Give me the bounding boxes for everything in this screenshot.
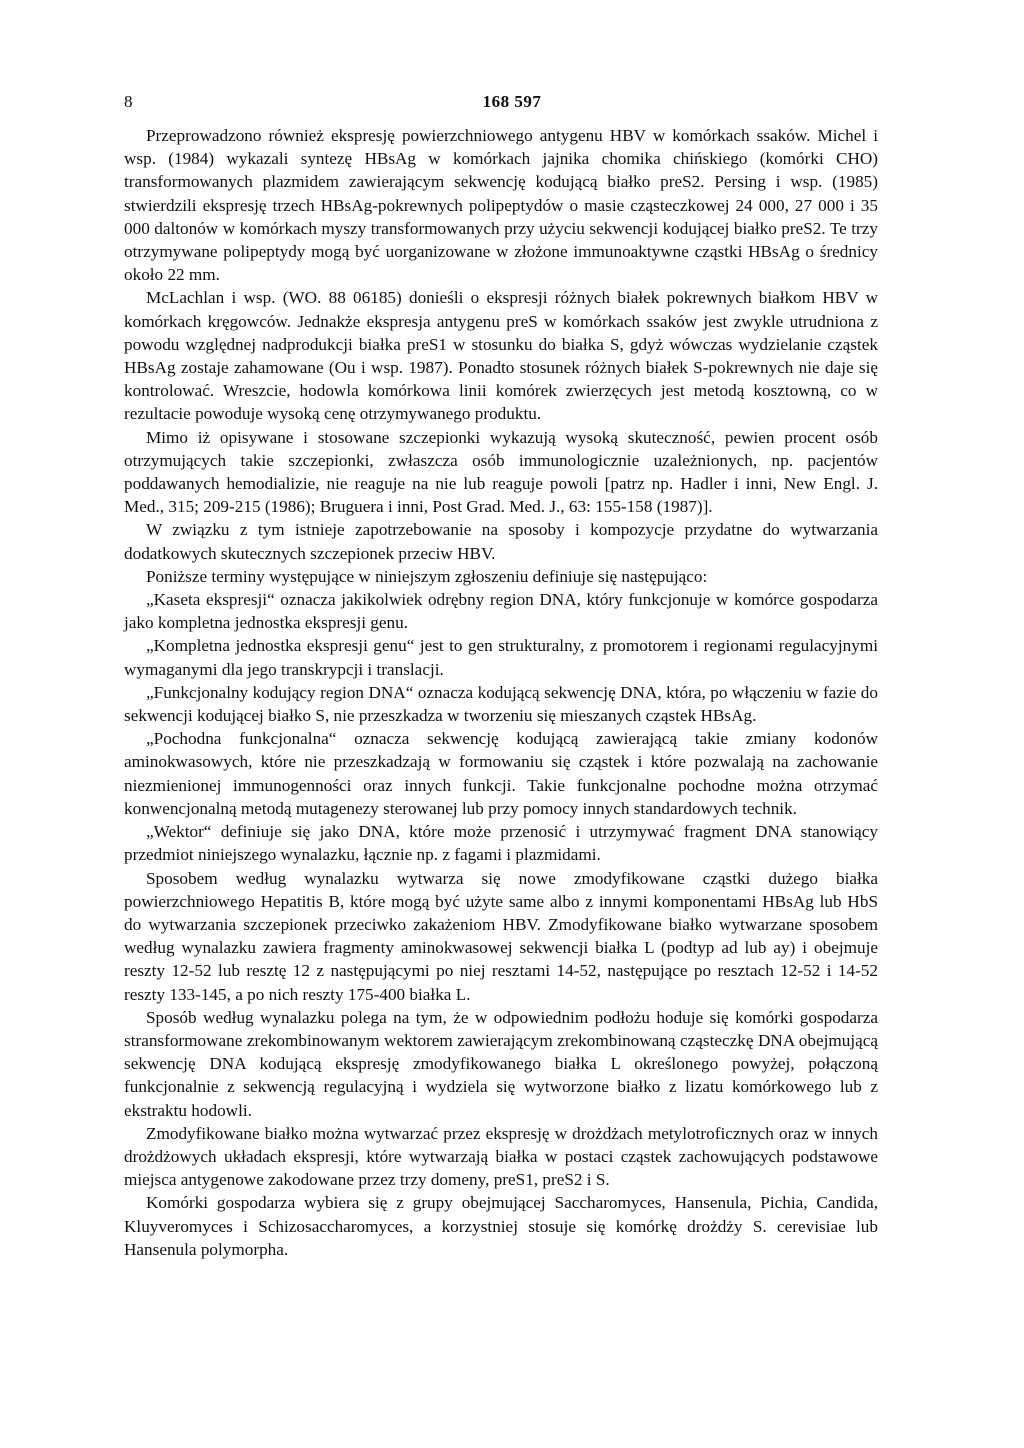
paragraph: Zmodyfikowane białko można wytwarzać przez ekspresję w drożdżach metylotroficznych oraz w innych drożdżowych układach ekspresji, które wytwarzają białka w postaci cząstek zachowujących podstawowe miejsca antygenowe zakodowane przez trzy domeny, preS1, preS2 i S. [124, 1123, 878, 1190]
paragraph: Poniższe terminy występujące w niniejszym zgłoszeniu definiuje się następująco: [146, 566, 708, 586]
paragraph: „Kaseta ekspresji“ oznacza jakikolwiek odrębny region DNA, który funkcjonuje w komórce gospodarza jako kompletna jednostka ekspresji genu. [124, 590, 878, 633]
document-number: 168 597 [482, 92, 542, 111]
paragraph: „Kompletna jednostka ekspresji genu“ jest to gen strukturalny, z promotorem i regionami regulacyjnymi wymaganymi dla jego transkrypcji i translacji. [124, 636, 878, 679]
paragraph: Mimo iż opisywane i stosowane szczepionki wykazują wysoką skuteczność, pewien procent osób otrzymujących takie szczepionki, zwłaszcza osób immunologicznie uzależnionych, np. pacjentów poddawanych hemodializie, nie reaguje na nie lub reaguje powoli [patrz np. Hadler i inni, New Engl. J. Med., 315; 209-215 (1986); Bruguera i inni, Post Grad. Med. J., 63: 155-158 (1987)]. [124, 427, 878, 517]
paragraph: Komórki gospodarza wybiera się z grupy obejmującej Saccharomyces, Hansenula, Pichia, Candida, Kluyveromyces i Schizosaccharomyces, a korzystniej stosuje się komórkę drożdży S. cerevisiae lub Hansenula polymorpha. [124, 1193, 878, 1259]
paragraph: „Pochodna funkcjonalna“ oznacza sekwencję kodującą zawierającą takie zmiany kodonów aminokwasowych, które nie przeszkadzają w formowaniu się cząstek i które pozwalają na zachowanie niezmienionej immunogenności oraz innych funkcji. Takie funkcjonalne pochodne można otrzymać konwencjonalną metodą mutagenezy sterowanej lub przy pomocy innych standardowych technik. [124, 729, 878, 818]
paragraph: McLachlan i wsp. (WO. 88 06185) donieśli o ekspresji różnych białek pokrewnych białkom HBV w komórkach kręgowców. Jednakże ekspresja antygenu preS w komórkach ssaków jest zwykle utrudniona z powodu względnej nadprodukcji białka preS1 w stosunku do białka S, gdyż wówczas wydzielanie cząstek HBsAg zostaje zahamowane (Ou i wsp. 1987). Ponadto stosunek różnych białek S-pokrewnych nie daje się kontrolować. Wreszcie, hodowla komórkowa linii komórek zwierzęcych jest metodą kosztowną, co w rezultacie powoduje wysoką cenę otrzymywanego produktu. [124, 288, 878, 424]
paragraph: „Funkcjonalny kodujący region DNA“ oznacza kodującą sekwencję DNA, która, po włączeniu w fazie do sekwencji kodującej białko S, nie przeszkadza w tworzeniu się mieszanych cząstek HBsAg. [124, 682, 878, 726]
paragraph: „Wektor“ definiuje się jako DNA, które może przenosić i utrzymywać fragment DNA stanowiący przedmiot niniejszego wynalazku, łącznie np. z fagami i plazmidami. [124, 822, 878, 865]
paragraph: Sposobem według wynalazku wytwarza się nowe zmodyfikowane cząstki dużego białka powierzchniowego Hepatitis B, które mogą być użyte same albo z innymi komponentami HBsAg lub HbS do wytwarzania szczepionek przeciwko zakażeniom HBV. Zmodyfikowane białko wytwarzane sposobem według wynalazku zawiera fragmenty aminokwasowej sekwencji białka L (podtyp ad lub ay) i obejmuje reszty 12-52 lub resztę 12 z następującymi po niej resztami 14-52, następujące po resztach 12-52 i 14-52 reszty 133-145, a po nich reszty 175-400 białka L. [124, 868, 878, 1004]
body-text [124, 124, 878, 1261]
paragraph: Sposób według wynalazku polega na tym, że w odpowiednim podłożu hoduje się komórki gospodarza stransformowane zrekombinowanym wektorem zawierającym zrekombinowaną cząsteczkę DNA obejmującą sekwencję DNA kodującą ekspresję zmodyfikowanego białka L określonego powyżej, połączoną funkcjonalnie z sekwencją regulacyjną i wydziela się wytworzone białko z lizatu komórkowego lub z ekstraktu hodowli. [124, 1007, 878, 1120]
paragraph: Przeprowadzono również ekspresję powierzchniowego antygenu HBV w komórkach ssaków. Michel i wsp. (1984) wykazali syntezę HBsAg w komórkach jajnika chomika chińskiego (komórki CHO) transformowanych plazmidem zawierającym sekwencję kodującą białko preS2. Persing i wsp. (1985) stwierdzili ekspresję trzech HBsAg-pokrewnych polipeptydów o masie cząsteczkowej 24 000, 27 000 i 35 000 daltonów w komórkach myszy transformowanych przy użyciu sekwencji kodującej białko preS2. Te trzy otrzymywane polipeptydy mogą być uorganizowane w złożone immunoaktywne cząstki HBsAg o średnicy około 22 mm. [124, 126, 878, 285]
page-number: 8 [124, 92, 133, 111]
paragraph: W związku z tym istnieje zapotrzebowanie na sposoby i kompozycje przydatne do wytwarzania dodatkowych skutecznych szczepionek przeciw HBV. [124, 520, 878, 563]
page-header [124, 92, 900, 116]
